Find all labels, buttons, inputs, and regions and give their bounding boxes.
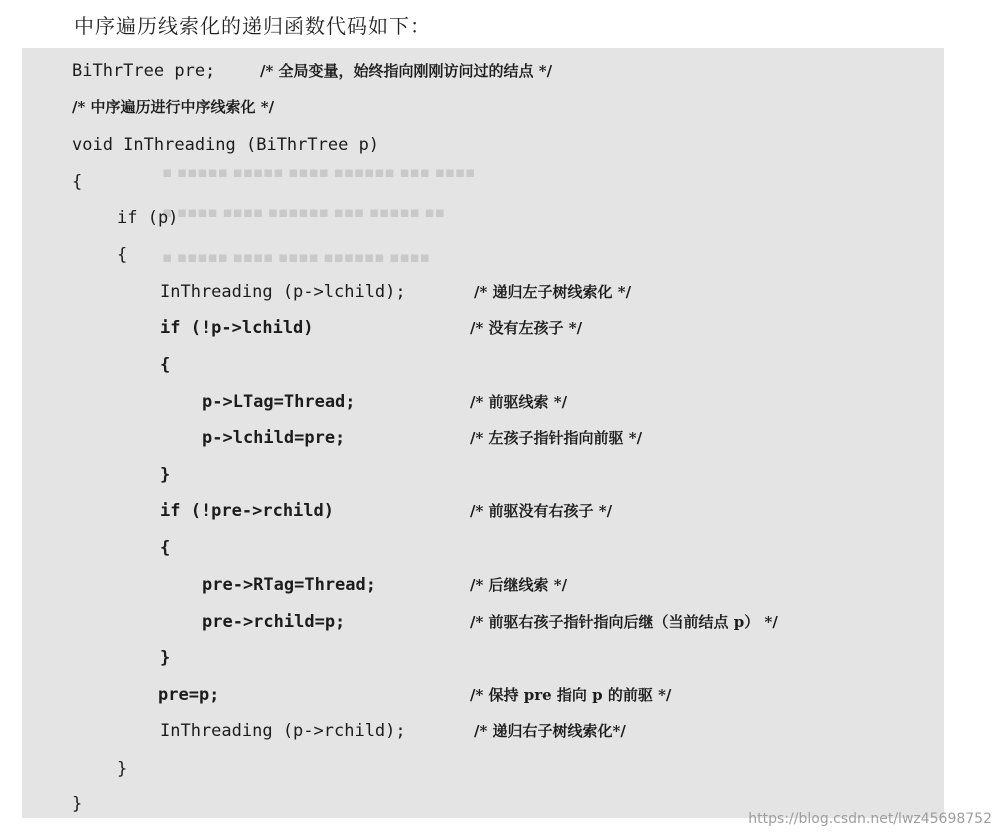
section-heading: 中序遍历线索化的递归函数代码如下： <box>74 14 431 38</box>
code-line: { <box>72 172 83 192</box>
code-comment: /* 递归右子树线索化*/ <box>474 722 626 740</box>
code-comment: /* 前驱右孩子指针指向后继（当前结点 p） */ <box>470 613 778 631</box>
code-comment: /* 递归左子树线索化 */ <box>474 283 632 301</box>
code-line: } <box>117 759 128 779</box>
code-comment: /* 前驱线索 */ <box>470 393 568 411</box>
bleed-through-text: ▪ ▪▪▪▪▪ ▪▪▪▪ ▪▪▪▪ ▪▪▪▪▪▪ ▪▪▪▪ <box>162 248 430 266</box>
code-comment: /* 全局变量，始终指向刚刚访问过的结点 */ <box>260 62 553 80</box>
code-line: void InThreading (BiThrTree p) <box>72 135 380 155</box>
code-line: { <box>117 245 128 265</box>
code-line: } <box>160 648 171 668</box>
watermark-url: https://blog.csdn.net/lwz45698752 <box>748 811 992 827</box>
code-line: BiThrTree pre; <box>72 61 216 81</box>
code-line: p->lchild=pre; <box>202 428 346 448</box>
code-comment: /* 前驱没有右孩子 */ <box>470 502 613 520</box>
code-comment: /* 后继线索 */ <box>470 576 568 594</box>
code-line: pre=p; <box>158 685 220 705</box>
code-line: pre->rchild=p; <box>202 612 346 632</box>
bleed-through-text: ▪ ▪▪▪▪ ▪▪▪▪ ▪▪▪▪▪▪ ▪▪▪ ▪▪▪▪▪ ▪▪ <box>162 203 445 221</box>
code-comment: /* 中序遍历进行中序线索化 */ <box>72 98 275 116</box>
code-listing <box>22 48 944 818</box>
code-line: } <box>160 465 171 485</box>
bleed-through-text: ▪ ▪▪▪▪▪ ▪▪▪▪▪ ▪▪▪▪ ▪▪▪▪▪▪ ▪▪▪ ▪▪▪▪ <box>162 163 476 181</box>
code-line: { <box>160 355 171 375</box>
code-line: if (!pre->rchild) <box>160 501 334 521</box>
code-line: InThreading (p->lchild); <box>160 282 406 302</box>
code-line: if (p) <box>117 208 179 228</box>
code-line: } <box>72 794 83 814</box>
code-line: { <box>160 538 171 558</box>
code-comment: /* 左孩子指针指向前驱 */ <box>470 429 643 447</box>
code-line: if (!p->lchild) <box>160 318 314 338</box>
code-line: p->LTag=Thread; <box>202 392 356 412</box>
code-comment: /* 没有左孩子 */ <box>470 319 583 337</box>
code-line: InThreading (p->rchild); <box>160 721 406 741</box>
code-line: pre->RTag=Thread; <box>202 575 376 595</box>
code-comment: /* 保持 pre 指向 p 的前驱 */ <box>470 686 672 704</box>
